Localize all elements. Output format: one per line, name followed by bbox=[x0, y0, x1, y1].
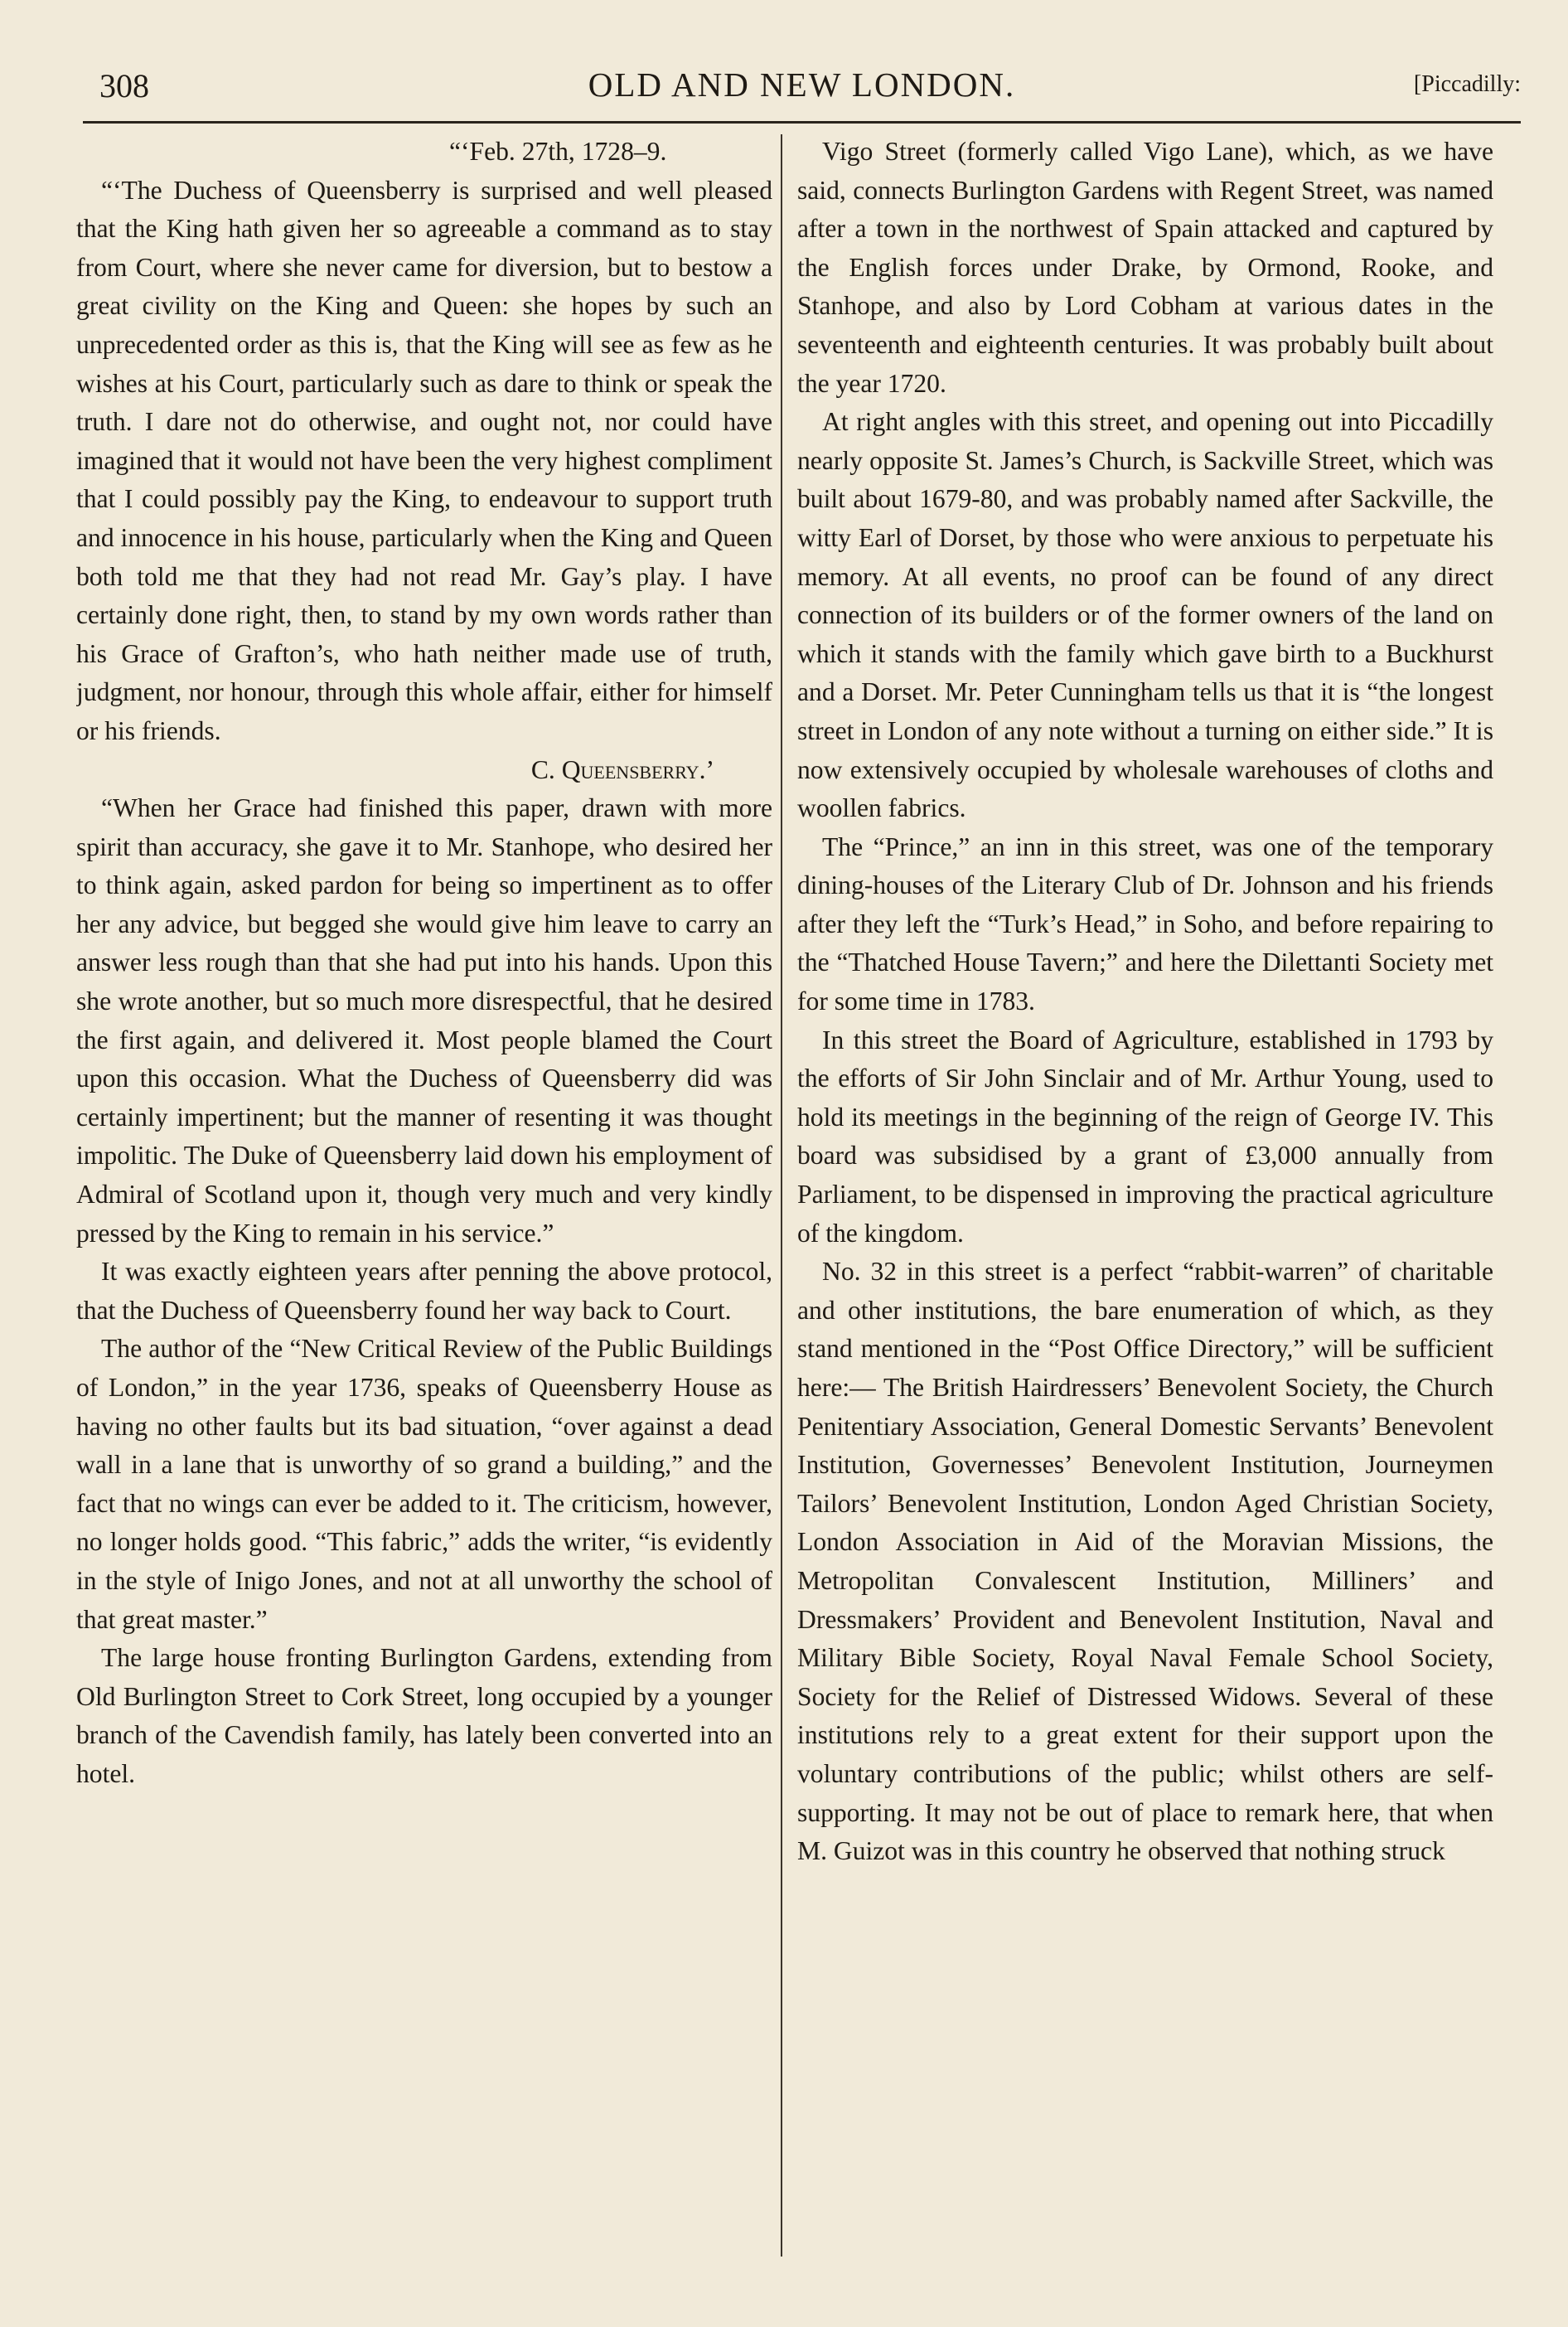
paragraph: No. 32 in this street is a perfect “rabbit-warren” of charitable and other institutions, the bare enumeration of which, as they stand mentioned in the “Post Office Directory,” will be sufficient here:— The British Hairdressers’ Benevolent Society, the Church Penitentiary Association, General Domestic Servants’ Benevolent Institution, Governesses’ Benevolent Institution, Journeymen Tailors’ Benevolent Institution, London Aged Christian Society, London Association in Aid of the Moravian Missions, the Metropolitan Convalescent Institution, Milliners’ and Dressmakers’ Provident and Benevolent Institution, Naval and Military Bible Society, Royal Naval Female School Society, Society for the Relief of Distressed Widows. Several of these institutions rely to a great extent for their support upon the voluntary contributions of the public; whilst others are self-supporting. It may not be out of place to remark here, that when M. Guizot was in this country he observed that nothing struck bbox=[797, 1257, 1493, 1866]
right-column bbox=[797, 133, 1493, 2288]
paragraph: At right angles with this street, and opening out into Piccadilly nearly opposite St. James’s Church, is Sackville Street, which was built about 1679-80, and was probably named after Sackville, the witty Earl of Dorset, by those who were anxious to perpetuate his memory. At all events, no proof can be found of any direct connection of its builders or of the former owners of the land on which it stands with the family which gave birth to a Buckhurst and a Dorset. Mr. Peter Cunningham tells us that it is “the longest street in London of any note without a turning on either side.” It is now extensively occupied by wholesale warehouses of cloths and woollen fabrics. bbox=[797, 407, 1493, 823]
column-divider bbox=[781, 134, 782, 2257]
page-number: 308 bbox=[99, 67, 149, 104]
paragraph: The author of the “New Critical Review of the Public Buildings of London,” in the year 1736, speaks of Queensberry House as having no other faults but its bad situation, “over against a dead wall in a lane that is unworthy of so grand a building,” and the fact that no wings can ever be added to it. The criticism, however, no longer holds good. “This fabric,” adds the writer, “is evidently in the style of Inigo Jones, and not at all unworthy the school of that great master.” bbox=[76, 1334, 772, 1634]
paragraph: “‘The Duchess of Queensberry is surprised and well pleased that the King hath given her so agreeable a command as to stay from Court, where she never came for diversion, but to bestow a great civility on the King and Queen: she hopes by such an unprecedented order as this is, that the King will see as few as he wishes at his Court, particularly such as dare to think or speak the truth. I dare not do otherwise, and ought not, nor could have imagined that it would not have been the very highest compliment that I could possibly pay the King, to endeavour to support truth and innocence in his house, particularly when the King and Queen both told me that they had not read Mr. Gay’s play. I have certainly done right, then, to stand by my own words rather than his Grace of Grafton’s, who hath neither made use of truth, judgment, nor honour, through this whole affair, either for himself or his friends. bbox=[76, 175, 772, 745]
left-column bbox=[76, 133, 772, 2288]
header-rule bbox=[83, 121, 1521, 124]
letter-date: “‘Feb. 27th, 1728–9. bbox=[449, 137, 667, 166]
page-header bbox=[83, 61, 1521, 111]
paragraph: In this street the Board of Agriculture, established in 1793 by the efforts of Sir John Sinclair and of Mr. Arthur Young, used to hold its meetings in the beginning of the reign of George IV. This board was subsidised by a grant of £3,000 annually from Parliament, to be dispensed in improving the practical agriculture of the kingdom. bbox=[797, 1025, 1493, 1248]
paragraph: Vigo Street (formerly called Vigo Lane), which, as we have said, connects Burlington Gardens with Regent Street, was named after a town in the northwest of Spain attacked and captured by the English forces under Drake, by Ormond, Rooke, and Stanhope, and also by Lord Cobham at various dates in the seventeenth and eighteenth centuries. It was probably built about the year 1720. bbox=[797, 137, 1493, 398]
running-title: OLD AND NEW LONDON. bbox=[588, 65, 1016, 104]
section-label: [Piccadilly: bbox=[1413, 71, 1521, 97]
paragraph: The large house fronting Burlington Gardens, extending from Old Burlington Street to Cork Street, long occupied by a younger branch of the Cavendish family, has lately been converted into an hotel. bbox=[76, 1643, 772, 1788]
paragraph: It was exactly eighteen years after penning the above protocol, that the Duchess of Queensberry found her way back to Court. bbox=[76, 1257, 772, 1325]
paragraph: “When her Grace had finished this paper, drawn with more spirit than accuracy, she gave it to Mr. Stanhope, who desired her to think again, asked pardon for being so impertinent as to offer her any advice, but begged she would give him leave to carry an answer less rough than that she had put into his hands. Upon this she wrote another, but so much more disrespectful, that he desired the first again, and delivered it. Most people blamed the Court upon this occasion. What the Duchess of Queensberry did was certainly impertinent; but the manner of resenting it was thought impolitic. The Duke of Queensberry laid down his employment of Admiral of Scotland upon it, though very much and very kindly pressed by the King to remain in his service.” bbox=[76, 793, 772, 1248]
paragraph: The “Prince,” an inn in this street, was one of the temporary dining-houses of the Literary Club of Dr. Johnson and his friends after they left the “Turk’s Head,” in Soho, and before repairing to the “Thatched House Tavern;” and here the Dilettanti Society met for some time in 1783. bbox=[797, 831, 1493, 1016]
letter-signature: C. Queensberry.’ bbox=[530, 754, 714, 784]
